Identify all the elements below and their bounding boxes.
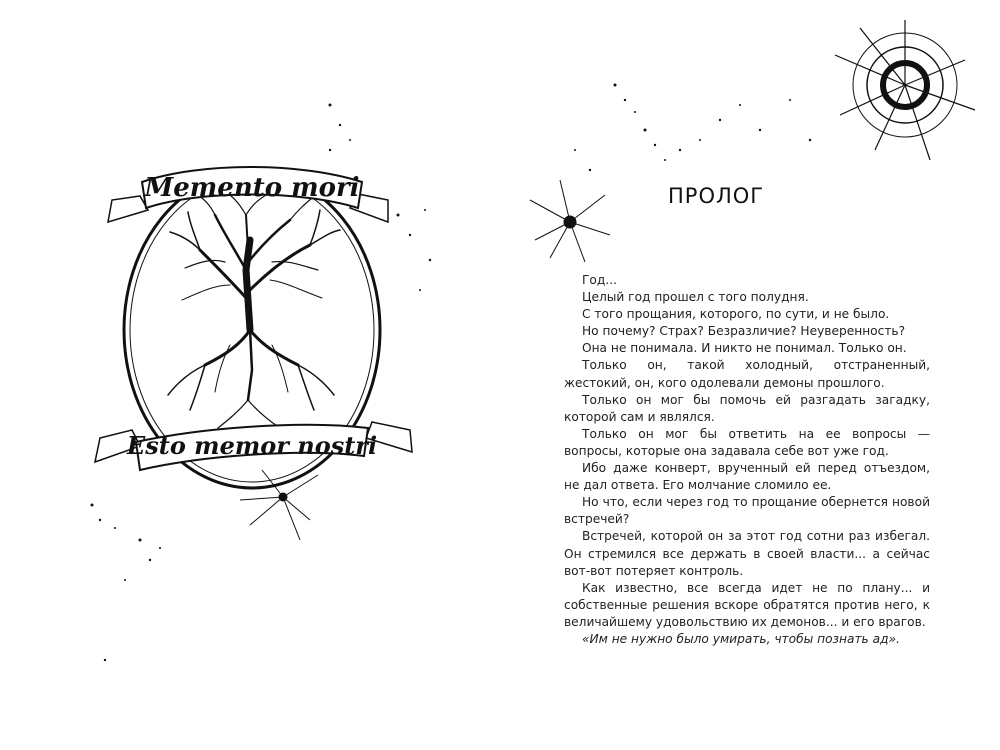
paragraph: Целый год прошел с того полудня. — [582, 290, 809, 305]
paragraph: Только он мог бы помочь ей разгадать загадку, которой сам и являлся. — [564, 392, 930, 424]
bottom-banner-text: Esto memor nostri — [126, 431, 378, 460]
chapter-title: ПРОЛОГ — [668, 184, 765, 208]
chapter-body — [564, 272, 930, 648]
paragraph: Как известно, все всегда идет не по плану... и собственные решения вскоре обратятся против него, к величайшему удовольствию их демонов... и его врагов. — [564, 580, 930, 629]
paragraph: Но почему? Страх? Безразличие? Неуверенность? — [582, 324, 906, 339]
bottom-banner — [95, 422, 412, 470]
paragraph: «Им не нужно было умирать, чтобы познать ад». — [582, 631, 900, 646]
glass-crack-large — [835, 20, 975, 160]
paragraph: Только он, такой холодный, отстраненный, жестокий, он, кого одолевали демоны прошлого. — [564, 358, 930, 390]
paragraph: Она не понимала. И никто не понимал. Только он. — [582, 341, 907, 356]
glass-crack-medium — [530, 180, 610, 262]
glass-crack-small — [240, 470, 318, 540]
paragraph: С того прощания, которого, по сути, и не было. — [582, 307, 890, 322]
top-banner-text: Memento mori — [144, 173, 360, 203]
paragraph: Но что, если через год то прощание обернется новой встречей? — [564, 495, 930, 527]
tree-illustration — [168, 195, 340, 428]
paragraph: Ибо даже конверт, врученный ей перед отъездом, не дал ответа. Его молчание сломило ее. — [564, 461, 930, 493]
paragraph: Встречей, которой он за этот год сотни раз избегал. Он стремился все держать в своей власти... а сейчас вот-вот потеряет контроль. — [564, 529, 930, 578]
top-banner — [108, 167, 388, 222]
ink-specks-right — [574, 84, 811, 172]
paragraph: Год... — [582, 273, 617, 287]
paragraph: Только он мог бы ответить на ее вопросы — вопросы, которые она задавала себе вот уже год. — [564, 426, 930, 458]
